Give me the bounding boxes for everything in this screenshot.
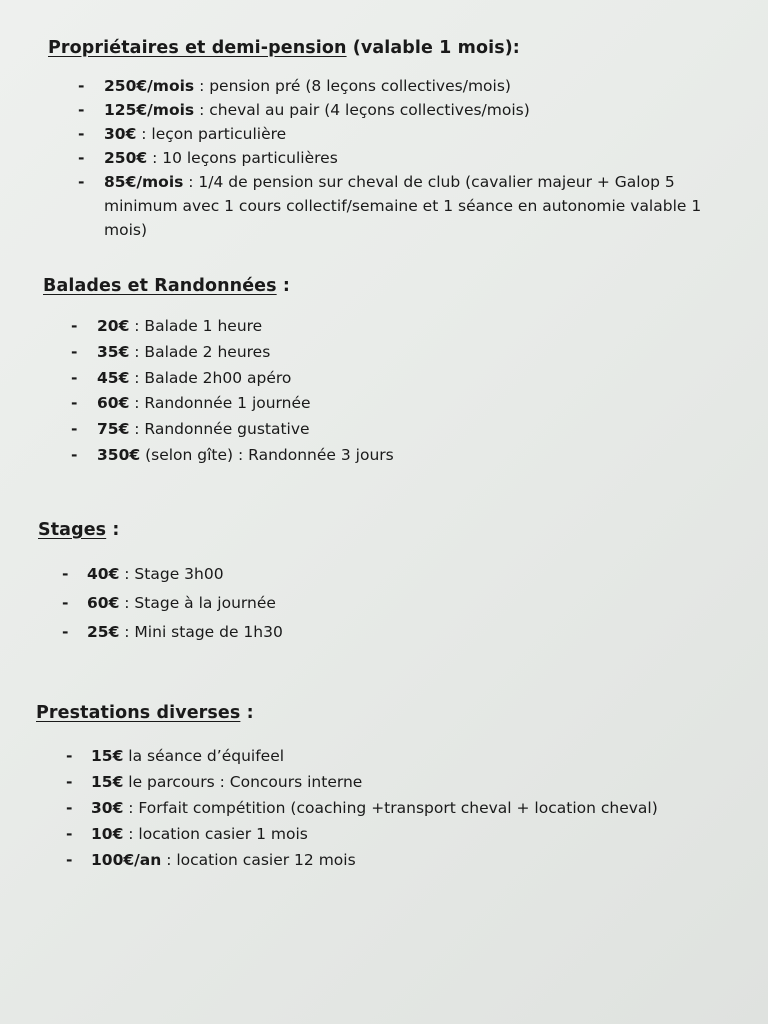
item-text: : Stage 3h00 bbox=[119, 565, 224, 583]
item-text: la séance d’équifeel bbox=[123, 747, 285, 765]
section-heading bbox=[36, 703, 658, 723]
item-price: 250€ bbox=[104, 149, 148, 167]
item-text: : Balade 1 heure bbox=[129, 317, 263, 335]
bullet-dash: - bbox=[71, 420, 78, 439]
bullet-dash: - bbox=[78, 101, 85, 119]
item-price: 60€ bbox=[87, 594, 120, 612]
item-text: : Balade 2h00 apéro bbox=[129, 368, 292, 387]
item-price: 100€/an bbox=[91, 851, 162, 869]
item-text: : leçon particulière bbox=[136, 125, 287, 143]
item-text: : Randonnée 1 journée bbox=[129, 394, 311, 413]
price-list bbox=[71, 314, 394, 469]
list-item bbox=[62, 560, 283, 589]
item-price: 30€ bbox=[104, 125, 137, 143]
list-item bbox=[62, 618, 283, 647]
item-price: 250€/mois bbox=[104, 77, 195, 95]
list-item bbox=[66, 847, 658, 873]
list-item bbox=[78, 170, 724, 242]
list-item bbox=[78, 98, 724, 122]
bullet-dash: - bbox=[66, 825, 73, 843]
item-price: 45€ bbox=[97, 368, 130, 387]
price-list bbox=[66, 743, 658, 873]
list-item bbox=[66, 821, 658, 847]
item-text: : Mini stage de 1h30 bbox=[119, 623, 283, 641]
section-owners-half-board bbox=[48, 38, 724, 242]
item-text: : Balade 2 heures bbox=[129, 342, 271, 361]
bullet-dash: - bbox=[66, 773, 73, 791]
bullet-dash: - bbox=[66, 747, 73, 765]
list-item bbox=[71, 391, 394, 417]
item-text: le parcours : Concours interne bbox=[123, 773, 363, 791]
item-text: : Stage à la journée bbox=[119, 594, 276, 612]
section-heading bbox=[43, 276, 394, 296]
bullet-dash: - bbox=[78, 173, 85, 191]
section-title: Propriétaires et demi-pension bbox=[48, 38, 347, 58]
item-text: : location casier 12 mois bbox=[161, 851, 356, 869]
list-item bbox=[71, 314, 394, 340]
list-item bbox=[66, 743, 658, 769]
list-item bbox=[78, 74, 724, 98]
bullet-dash: - bbox=[71, 445, 78, 464]
item-price: 85€/mois bbox=[104, 173, 184, 191]
section-title-suffix: : bbox=[276, 276, 290, 296]
bullet-dash: - bbox=[66, 851, 73, 869]
section-heading bbox=[48, 38, 724, 58]
item-text: : Forfait compétition (coaching +transport cheval + location cheval) bbox=[123, 799, 658, 817]
section-title: Balades et Randonnées bbox=[43, 276, 277, 296]
list-item bbox=[78, 122, 724, 146]
section-title-suffix: : bbox=[106, 520, 120, 540]
item-text: : pension pré (8 leçons collectives/mois) bbox=[194, 77, 511, 95]
item-price: 15€ bbox=[91, 747, 124, 765]
item-price: 10€ bbox=[91, 825, 124, 843]
list-item bbox=[71, 340, 394, 366]
item-price: 35€ bbox=[97, 342, 130, 361]
bullet-dash: - bbox=[78, 125, 85, 143]
item-price: 350€ bbox=[97, 445, 141, 464]
item-price: 25€ bbox=[87, 623, 120, 641]
item-price: 60€ bbox=[97, 394, 130, 413]
section-title-suffix: : bbox=[240, 703, 254, 723]
section-rides-hikes bbox=[43, 276, 394, 469]
price-list bbox=[62, 560, 283, 647]
price-list bbox=[78, 74, 724, 242]
list-item bbox=[66, 795, 658, 821]
bullet-dash: - bbox=[78, 149, 85, 167]
section-title: Stages bbox=[38, 520, 107, 540]
item-text: : Randonnée gustative bbox=[129, 420, 310, 439]
item-text: : 10 leçons particulières bbox=[147, 149, 338, 167]
list-item bbox=[62, 589, 283, 618]
list-item bbox=[78, 146, 724, 170]
section-title: Prestations diverses bbox=[36, 703, 241, 723]
section-misc-services bbox=[36, 703, 658, 873]
item-text: : location casier 1 mois bbox=[123, 825, 308, 843]
section-title-suffix: (valable 1 mois): bbox=[346, 38, 520, 58]
bullet-dash: - bbox=[62, 594, 69, 612]
item-price: 40€ bbox=[87, 565, 120, 583]
bullet-dash: - bbox=[62, 623, 69, 641]
bullet-dash: - bbox=[62, 565, 69, 583]
bullet-dash: - bbox=[71, 368, 78, 387]
item-text: (selon gîte) : Randonnée 3 jours bbox=[140, 445, 394, 464]
item-price: 20€ bbox=[97, 317, 130, 335]
item-text: : cheval au pair (4 leçons collectives/mois) bbox=[194, 101, 530, 119]
section-heading bbox=[38, 520, 283, 540]
list-item bbox=[71, 417, 394, 443]
item-price: 75€ bbox=[97, 420, 130, 439]
item-price: 30€ bbox=[91, 799, 124, 817]
bullet-dash: - bbox=[71, 317, 78, 335]
item-price: 125€/mois bbox=[104, 101, 195, 119]
bullet-dash: - bbox=[71, 342, 78, 361]
bullet-dash: - bbox=[78, 77, 85, 95]
bullet-dash: - bbox=[71, 394, 78, 413]
list-item bbox=[66, 769, 658, 795]
list-item bbox=[71, 366, 394, 392]
section-stages bbox=[38, 520, 283, 647]
item-text: : 1/4 de pension sur cheval de club (cavalier majeur + Galop 5 minimum avec 1 cours collectif/semaine et 1 séance en autonomie valable 1 mois) bbox=[104, 173, 702, 239]
bullet-dash: - bbox=[66, 799, 73, 817]
list-item bbox=[71, 443, 394, 469]
item-price: 15€ bbox=[91, 773, 124, 791]
